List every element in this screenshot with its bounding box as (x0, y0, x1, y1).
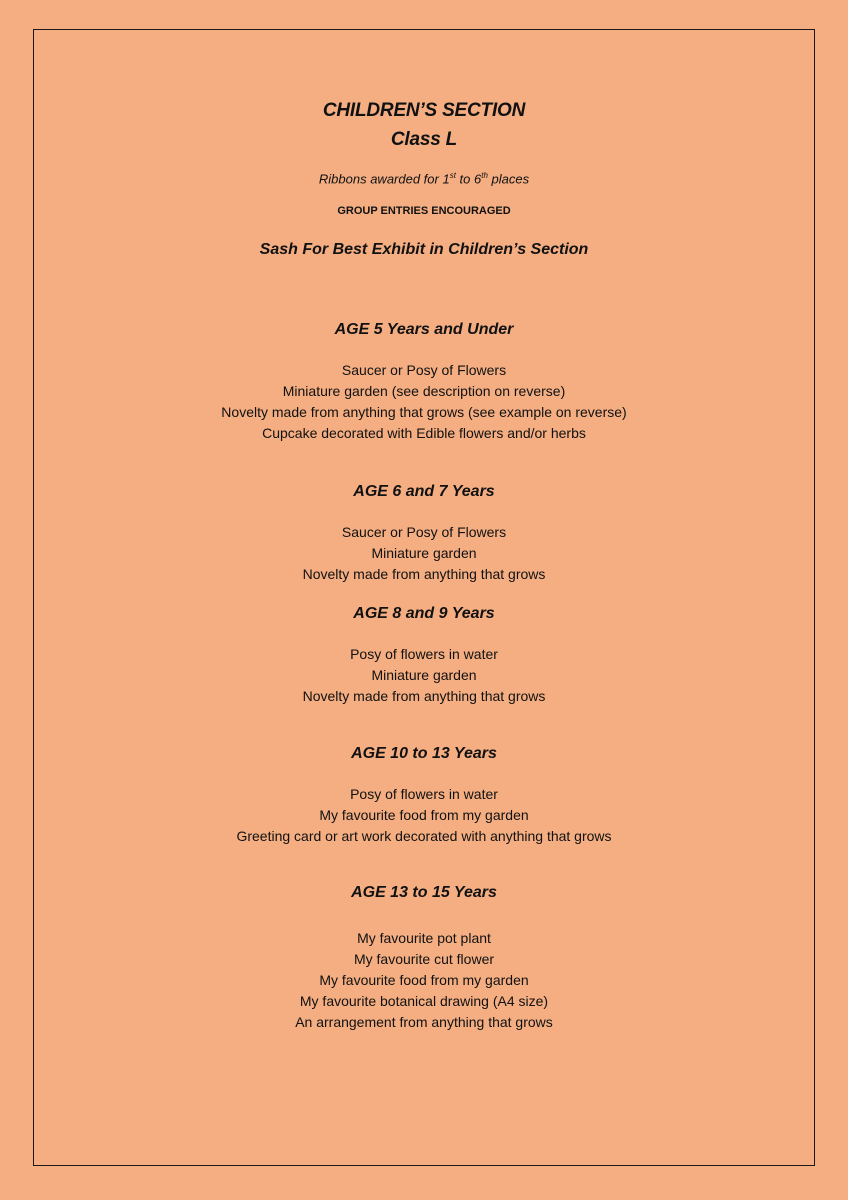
section-title: CHILDREN’S SECTION (322, 100, 526, 121)
age-heading-6-7: AGE 6 and 7 Years (353, 483, 495, 500)
ribbons-suffix: places (487, 171, 530, 187)
list-item: Greeting card or art work decorated with anything that grows (236, 828, 612, 844)
age-13-15-list (0, 928, 848, 1033)
list-item: Saucer or Posy of Flowers (341, 362, 507, 378)
age-heading-13-15: AGE 13 to 15 Years (351, 884, 497, 901)
age-10-13-list (0, 784, 848, 847)
ribbons-sup-sixth: th (481, 171, 488, 180)
age-heading-5-under: AGE 5 Years and Under (334, 321, 514, 338)
list-item: Miniature garden (371, 667, 477, 683)
list-item: My favourite pot plant (357, 930, 491, 946)
ribbons-note (0, 171, 848, 186)
list-item: Cupcake decorated with Edible flowers and/or herbs (262, 425, 586, 441)
group-entries-note: GROUP ENTRIES ENCOURAGED (337, 205, 511, 217)
list-item: An arrangement from anything that grows (295, 1014, 553, 1030)
ribbons-middle: to 6 (455, 171, 482, 187)
list-item: Miniature garden (371, 545, 477, 561)
list-item: Novelty made from anything that grows (see example on reverse) (221, 404, 627, 420)
sash-heading: Sash For Best Exhibit in Children’s Section (259, 241, 589, 258)
list-item: Novelty made from anything that grows (302, 688, 546, 704)
age-8-9-list (0, 644, 848, 707)
age-6-7-list (0, 522, 848, 585)
age-heading-8-9: AGE 8 and 9 Years (353, 605, 495, 622)
list-item: My favourite food from my garden (319, 972, 529, 988)
list-item: Saucer or Posy of Flowers (341, 524, 507, 540)
list-item: My favourite botanical drawing (A4 size) (299, 993, 549, 1009)
ribbons-sup-first: st (449, 171, 456, 180)
list-item: Miniature garden (see description on reverse) (282, 383, 566, 399)
list-item: My favourite cut flower (353, 951, 495, 967)
age-heading-10-13: AGE 10 to 13 Years (351, 745, 497, 762)
list-item: Novelty made from anything that grows (302, 566, 546, 582)
list-item: Posy of flowers in water (350, 646, 498, 662)
class-title: Class L (390, 129, 458, 150)
list-item: Posy of flowers in water (350, 786, 498, 802)
ribbons-prefix: Ribbons awarded for 1 (318, 171, 450, 187)
list-item: My favourite food from my garden (319, 807, 529, 823)
age-5-under-list (0, 360, 848, 444)
